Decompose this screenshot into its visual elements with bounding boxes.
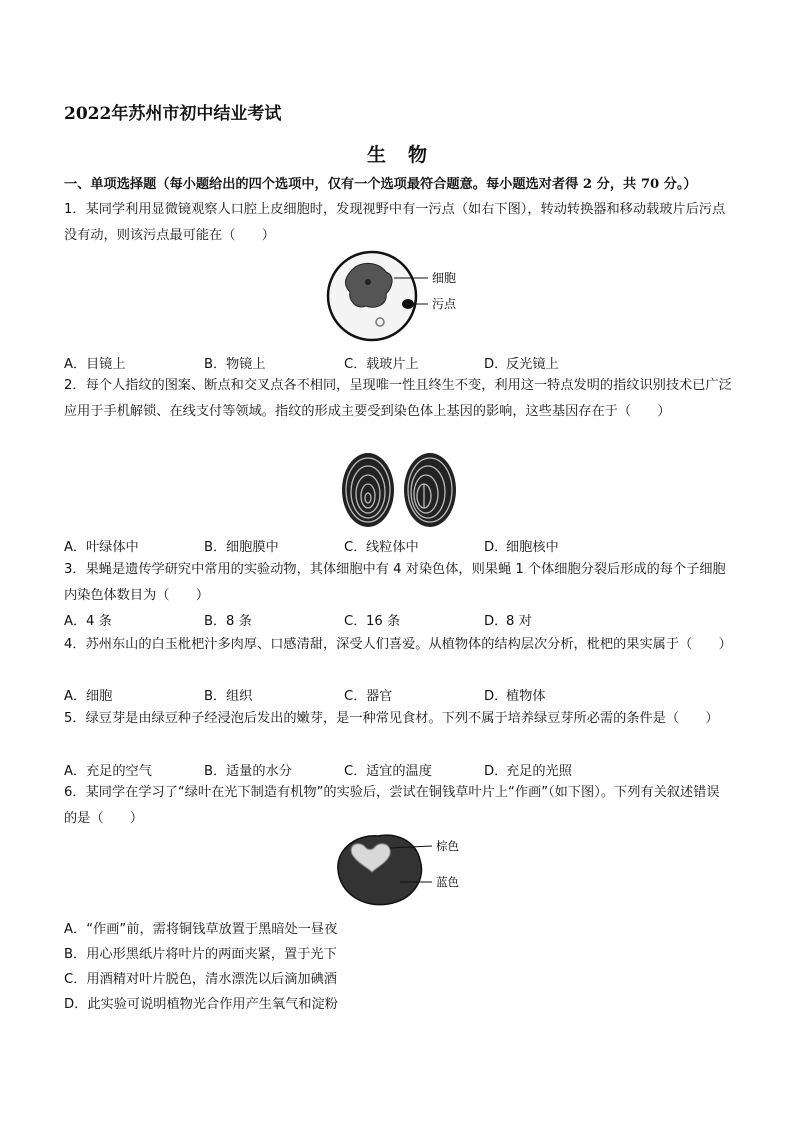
option-d[interactable]: D．植物体 bbox=[484, 689, 546, 704]
question-number: 2． bbox=[64, 378, 86, 393]
question-number: 4． bbox=[64, 637, 86, 652]
question-6-option-b[interactable]: B．用心形黑纸片将叶片的两面夹紧，置于光下 bbox=[64, 947, 337, 962]
option-c[interactable]: C．16 条 bbox=[344, 614, 401, 629]
dirt-label: 污点 bbox=[432, 297, 457, 311]
fingerprints-figure bbox=[338, 450, 458, 530]
question-6-option-c[interactable]: C．用酒精对叶片脱色，清水漂洗以后滴加碘酒 bbox=[64, 972, 337, 987]
section-heading: 一、单项选择题（每小题给出的四个选项中，仅有一个选项最符合题意。每小题选对者得 2 分，共 70 分。） bbox=[64, 177, 697, 192]
question-number: 5． bbox=[64, 711, 86, 726]
fingerprint-right bbox=[404, 453, 456, 527]
question-number: 6． bbox=[64, 785, 86, 800]
exam-title: 2022年苏州市初中结业考试 bbox=[64, 104, 282, 124]
dirt-spot bbox=[402, 299, 414, 309]
option-c[interactable]: C．载玻片上 bbox=[344, 357, 419, 372]
question-4-options bbox=[64, 685, 732, 707]
option-d[interactable]: D．8 对 bbox=[484, 614, 532, 629]
question-4-stem bbox=[64, 632, 732, 658]
question-3-options bbox=[64, 610, 732, 632]
question-number: 1． bbox=[64, 202, 86, 217]
question-3-stem bbox=[64, 557, 732, 609]
microscope-field-figure bbox=[322, 248, 492, 348]
question-6-stem bbox=[64, 780, 732, 832]
option-b[interactable]: B．物镜上 bbox=[204, 357, 266, 372]
question-text: 某同学利用显微镜观察人口腔上皮细胞时，发现视野中有一污点（如右下图），转动转换器和移动载玻片后污点没有动，则该污点最可能在（ ） bbox=[64, 202, 726, 243]
option-a[interactable]: A．目镜上 bbox=[64, 357, 126, 372]
cell-label: 细胞 bbox=[432, 271, 457, 285]
question-1-stem bbox=[64, 197, 732, 249]
fingerprint-left bbox=[342, 453, 394, 527]
option-a[interactable]: A．充足的空气 bbox=[64, 764, 152, 779]
question-6-option-d[interactable]: D．此实验可说明植物光合作用产生氧气和淀粉 bbox=[64, 997, 338, 1012]
question-text: 某同学在学习了“绿叶在光下制造有机物”的实验后，尝试在铜钱草叶片上“作画”（如下图）。下列有关叙述错误的是（ ） bbox=[64, 785, 720, 826]
option-b[interactable]: B．适量的水分 bbox=[204, 764, 292, 779]
question-2-options bbox=[64, 536, 732, 558]
option-a[interactable]: A．细胞 bbox=[64, 689, 113, 704]
question-6-option-a[interactable]: A．“作画”前，需将铜钱草放置于黑暗处一昼夜 bbox=[64, 922, 338, 937]
option-d[interactable]: D．反光镜上 bbox=[484, 357, 559, 372]
option-a[interactable]: A．叶绿体中 bbox=[64, 540, 139, 555]
option-b[interactable]: B．细胞膜中 bbox=[204, 540, 279, 555]
question-text: 绿豆芽是由绿豆种子经浸泡后发出的嫩芽，是一种常见食材。下列不属于培养绿豆芽所必需的条件是（ ） bbox=[85, 711, 719, 726]
question-number: 3． bbox=[64, 562, 86, 577]
question-text: 每个人指纹的图案、断点和交叉点各不相同，呈现唯一性且终生不变，利用这一特点发明的指纹识别技术已广泛应用于手机解锁、在线支付等领域。指纹的形成主要受到染色体上基因的影响，这些基因存在于（ ） bbox=[64, 378, 732, 419]
cell-shape bbox=[346, 263, 393, 307]
option-a[interactable]: A．4 条 bbox=[64, 614, 112, 629]
option-c[interactable]: C．线粒体中 bbox=[344, 540, 419, 555]
option-b[interactable]: B．8 条 bbox=[204, 614, 252, 629]
option-b[interactable]: B．组织 bbox=[204, 689, 253, 704]
leaf-painting-figure bbox=[328, 830, 488, 910]
blue-label: 蓝色 bbox=[436, 875, 459, 889]
question-5-options bbox=[64, 760, 732, 782]
option-c[interactable]: C．器官 bbox=[344, 689, 393, 704]
cell-nucleus bbox=[365, 279, 371, 285]
question-5-stem bbox=[64, 706, 732, 732]
subject-heading: 生物 bbox=[366, 144, 449, 166]
question-text: 苏州东山的白玉枇杷汁多肉厚、口感清甜，深受人们喜爱。从植物体的结构层次分析，枇杷的果实属于（ ） bbox=[85, 637, 732, 652]
question-2-stem bbox=[64, 373, 732, 425]
question-1-options bbox=[64, 353, 732, 375]
brown-label: 棕色 bbox=[436, 839, 459, 853]
option-c[interactable]: C．适宜的温度 bbox=[344, 764, 432, 779]
question-text: 果蝇是遗传学研究中常用的实验动物，其体细胞中有 4 对染色体，则果蝇 1 个体细胞分裂后形成的每个子细胞内染色体数目为（ ） bbox=[64, 562, 726, 603]
option-d[interactable]: D．充足的光照 bbox=[484, 764, 572, 779]
option-d[interactable]: D．细胞核中 bbox=[484, 540, 559, 555]
